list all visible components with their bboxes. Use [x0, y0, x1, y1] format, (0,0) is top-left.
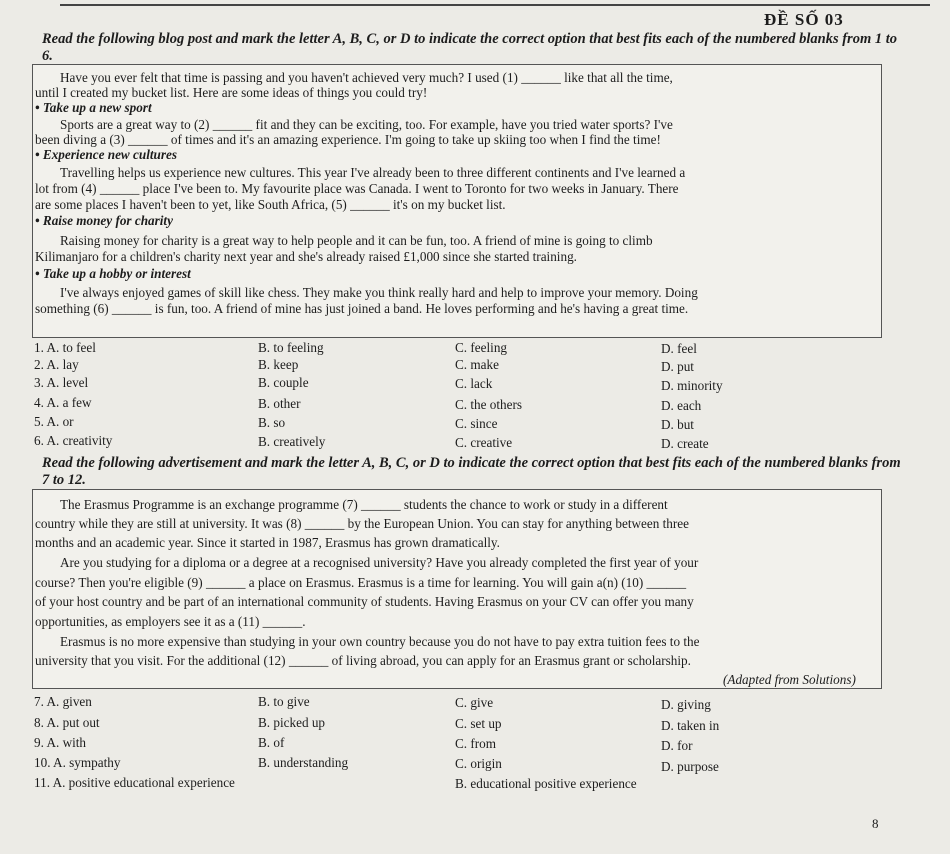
- heading-hobby: • Take up a hobby or interest: [35, 266, 191, 281]
- passage-1-line-8: Raising money for charity is a great way to help people and it can be fun, too. A friend of mine is going to climb: [60, 233, 653, 248]
- option-1c[interactable]: C. feeling: [455, 340, 508, 355]
- option-3d[interactable]: D. minority: [661, 378, 723, 393]
- instruction-1: Read the following blog post and mark the letter A, B, C, or D to indicate the correct option that best fits each of the numbered blanks from 1 to 6.: [42, 31, 897, 64]
- option-1a[interactable]: 1. A. to feel: [34, 340, 96, 355]
- heading-cultures: • Experience new cultures: [35, 147, 177, 162]
- option-4c[interactable]: C. the others: [455, 397, 523, 412]
- passage-1-line-9: Kilimanjaro for a children's charity next year and she's already raised £1,000 since she started training.: [35, 249, 577, 264]
- passage-1-line-7: are some places I haven't been to yet, like South Africa, (5) ______ it's on my bucket list.: [35, 197, 506, 212]
- option-10c[interactable]: C. origin: [455, 756, 502, 771]
- passage-2-line-6: of your host country and be part of an international community of students. Having Erasmus on your CV can offer you many: [35, 594, 694, 609]
- passage-1-line-5: Travelling helps us experience new cultures. This year I've already been to three different continents and I've learned a: [60, 165, 686, 180]
- option-10d[interactable]: D. purpose: [661, 759, 719, 774]
- option-7d[interactable]: D. giving: [661, 697, 711, 712]
- option-9d[interactable]: D. for: [661, 738, 693, 753]
- passage-1-line-11: something (6) ______ is fun, too. A friend of mine has just joined a band. He loves performing and he's having a great time.: [35, 301, 689, 316]
- option-8c[interactable]: C. set up: [455, 716, 502, 731]
- option-8d[interactable]: D. taken in: [661, 718, 720, 733]
- passage-1-line-6: lot from (4) ______ place I've been to. My favourite place was Canada. I went to Toronto for two weeks in January. There: [35, 181, 679, 196]
- option-4a[interactable]: 4. A. a few: [34, 395, 92, 410]
- page-number: 8: [872, 816, 879, 831]
- option-8a[interactable]: 8. A. put out: [34, 715, 100, 730]
- option-5a[interactable]: 5. A. or: [34, 414, 74, 429]
- option-3b[interactable]: B. couple: [258, 375, 309, 390]
- option-6b[interactable]: B. creatively: [258, 434, 326, 449]
- option-2b[interactable]: B. keep: [258, 357, 299, 372]
- option-11a[interactable]: 11. A. positive educational experience: [34, 775, 235, 790]
- source-credit: (Adapted from Solutions): [723, 672, 856, 687]
- exam-title: ĐỀ SỐ 03: [764, 10, 844, 29]
- passage-2-line-5: course? Then you're eligible (9) ______ a place on Erasmus. Erasmus is a time for learning. You will gain a(n) (10) ______: [35, 575, 687, 590]
- top-rule: [60, 4, 930, 6]
- option-7c[interactable]: C. give: [455, 695, 494, 710]
- passage-2-line-9: university that you visit. For the additional (12) ______ of living abroad, you can apply for an Erasmus grant or scholarship.: [35, 653, 691, 668]
- option-10b[interactable]: B. understanding: [258, 755, 349, 770]
- passage-1-line-10: I've always enjoyed games of skill like chess. They make you think really hard and help to improve your memory. Doing: [60, 285, 698, 300]
- option-1b[interactable]: B. to feeling: [258, 340, 324, 355]
- passage-1-line-2: until I created my bucket list. Here are some ideas of things you could try!: [35, 85, 428, 100]
- option-2c[interactable]: C. make: [455, 357, 499, 372]
- option-2a[interactable]: 2. A. lay: [34, 357, 79, 372]
- option-5b[interactable]: B. so: [258, 415, 286, 430]
- option-6d[interactable]: D. create: [661, 436, 709, 451]
- option-9a[interactable]: 9. A. with: [34, 735, 87, 750]
- passage-2-line-4: Are you studying for a diploma or a degree at a recognised university? Have you already completed the first year of your: [60, 555, 699, 570]
- option-9b[interactable]: B. of: [258, 735, 285, 750]
- option-7b[interactable]: B. to give: [258, 694, 310, 709]
- option-7a[interactable]: 7. A. given: [34, 694, 92, 709]
- option-8b[interactable]: B. picked up: [258, 715, 326, 730]
- option-3c[interactable]: C. lack: [455, 376, 493, 391]
- passage-2-box: [32, 489, 882, 689]
- option-4d[interactable]: D. each: [661, 398, 702, 413]
- option-4b[interactable]: B. other: [258, 396, 301, 411]
- option-5c[interactable]: C. since: [455, 416, 498, 431]
- option-3a[interactable]: 3. A. level: [34, 375, 89, 390]
- option-5d[interactable]: D. but: [661, 417, 694, 432]
- option-11b[interactable]: B. educational positive experience: [455, 776, 637, 791]
- instruction-2: Read the following advertisement and mark the letter A, B, C, or D to indicate the correct option that best fits each of the numbered blanks from 7 to 12.: [42, 455, 901, 488]
- passage-1-line-1: Have you ever felt that time is passing and you haven't achieved very much? I used (1) ______ like that all the time,: [60, 70, 673, 85]
- passage-2-line-1: The Erasmus Programme is an exchange programme (7) ______ students the chance to work or study in a different: [60, 497, 668, 512]
- option-2d[interactable]: D. put: [661, 359, 694, 374]
- passage-2-line-3: months and an academic year. Since it started in 1987, Erasmus has grown dramatically.: [35, 535, 500, 550]
- passage-2-line-7: opportunities, as employers see it as a (11) ______.: [35, 614, 306, 629]
- passage-1-line-4: been diving a (3) ______ of times and it's an amazing experience. I'm going to take up skiing too when I find the time!: [35, 132, 661, 147]
- option-9c[interactable]: C. from: [455, 736, 497, 751]
- option-1d[interactable]: D. feel: [661, 341, 697, 356]
- option-6c[interactable]: C. creative: [455, 435, 513, 450]
- heading-sport: • Take up a new sport: [35, 100, 152, 115]
- option-10a[interactable]: 10. A. sympathy: [34, 755, 121, 770]
- heading-charity: • Raise money for charity: [35, 213, 173, 228]
- passage-2-line-8: Erasmus is no more expensive than studying in your own country because you do not have to pay extra tuition fees to the: [60, 634, 700, 649]
- option-6a[interactable]: 6. A. creativity: [34, 433, 113, 448]
- passage-1-box: [32, 64, 882, 338]
- passage-2-line-2: country while they are still at university. It was (8) ______ by the European Union. You can stay for anything between three: [35, 516, 689, 531]
- passage-1-line-3: Sports are a great way to (2) ______ fit and they can be exciting, too. For example, have you tried water sports? I've: [60, 117, 673, 132]
